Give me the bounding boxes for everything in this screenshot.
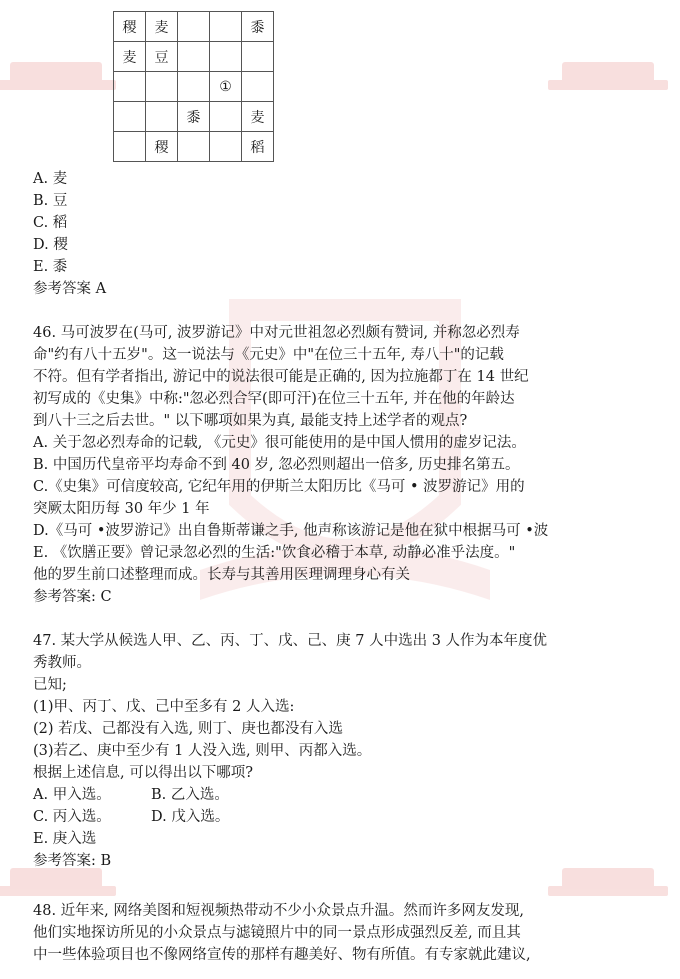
answer: 参考答案: B [33,853,112,869]
condition-line: (3)若乙、庚中至少有 1 人没入选, 则甲、丙都入选。 [33,743,372,759]
grid-cell: 稷 [114,12,146,42]
condition-line: (1)甲、丙丁、戊、己中至多有 2 人入选: [33,699,295,715]
puzzle-grid [113,11,274,162]
option-d: D. 戊入选。 [151,809,230,825]
grid-cell [210,12,242,42]
question-46 [33,322,663,608]
option-line: 他的罗生前口述整理而成。长寿与其善用医理调理身心有关 [33,567,410,583]
option-line: E. 《饮膳正要》曾记录忽必烈的生活:"饮食必稽于本草, 动静必准乎法度。" [33,545,516,561]
grid-cell: 稻 [242,132,274,162]
stem-line: 秀教师。 [33,655,91,671]
condition-line: (2) 若戊、己都没有入选, 则丁、庚也都没有入选 [33,721,343,737]
stem-line: 已知; [33,677,67,693]
stem-line: 不符。但有学者指出, 游记中的说法很可能是正确的, 因为拉施都丁在 14 世纪 [33,369,529,385]
option-b: B. 乙入选。 [151,787,229,803]
question-45-options [33,168,663,300]
grid-row [114,102,274,132]
grid-cell [210,132,242,162]
question-48 [33,900,663,966]
grid-row [114,12,274,42]
stem-line: 中一些体验项目也不像网络宣传的那样有趣美好、物有所值。有专家就此建议, [33,947,531,963]
grid-cell [178,12,210,42]
grid-row [114,72,274,102]
stem-line: 初写成的《史集》中称:"忽必烈合罕(即可汗)在位三十五年, 并在他的年龄达 [33,391,515,407]
grid-cell: ① [210,72,242,102]
grid-cell: 麦 [146,12,178,42]
answer: 参考答案: C [33,589,112,605]
grid-cell [114,132,146,162]
grid-cell [114,102,146,132]
watermark-left-bottom [10,868,116,896]
grid-cell: 豆 [146,42,178,72]
option-b: B. 豆 [33,193,68,209]
grid-cell: 麦 [114,42,146,72]
option-a: A. 麦 [33,171,68,187]
stem-line: 根据上述信息, 可以得出以下哪项? [33,765,253,781]
stem-line: 命"约有八十五岁"。这一说法与《元史》中"在位三十五年, 寿八十"的记载 [33,347,504,363]
watermark-left-top [10,62,116,90]
option-line: B. 中国历代皇帝平均寿命不到 40 岁, 忽必烈则超出一倍多, 历史排名第五。 [33,457,520,473]
grid-cell: 黍 [178,102,210,132]
grid-cell [146,72,178,102]
grid-cell: 稷 [146,132,178,162]
option-d: D. 稷 [33,237,68,253]
grid-cell [178,72,210,102]
watermark-right-bottom [562,868,668,896]
stem-line: 47. 某大学从候选人甲、乙、丙、丁、戊、己、庚 7 人中选出 3 人作为本年度优 [33,633,548,649]
grid-row [114,42,274,72]
stem-line: 48. 近年来, 网络美图和短视频热带动不少小众景点升温。然而许多网友发现, [33,903,524,919]
grid-cell [210,102,242,132]
grid-cell [178,132,210,162]
stem-line: 他们实地探访所见的小众景点与滤镜照片中的同一景点形成强烈反差, 而且其 [33,925,521,941]
option-a: A. 甲入选。 [33,787,111,803]
grid-cell [242,42,274,72]
watermark-right-top [562,62,668,90]
grid-cell: 麦 [242,102,274,132]
option-c: C. 稻 [33,215,68,231]
grid-cell [178,42,210,72]
option-e: E. 庚入选 [33,831,97,847]
grid-cell [114,72,146,102]
option-c: C. 丙入选。 [33,809,111,825]
option-row [33,806,663,828]
question-47 [33,630,663,872]
grid-cell [242,72,274,102]
stem-line: 到八十三之后去世。" 以下哪项如果为真, 最能支持上述学者的观点? [33,413,468,429]
grid-row [114,132,274,162]
grid-cell [146,102,178,132]
option-line: C.《史集》可信度较高, 它纪年用的伊斯兰太阳历比《马可 • 波罗游记》用的 [33,479,525,495]
answer: 参考答案 A [33,281,107,297]
option-e: E. 黍 [33,259,68,275]
option-row [33,784,663,806]
grid-cell: 黍 [242,12,274,42]
option-line: A. 关于忽必烈寿命的记载, 《元史》很可能使用的是中国人惯用的虚岁记法。 [33,435,526,451]
stem-line: 46. 马可波罗在(马可, 波罗游记》中对元世祖忽必烈颇有赞词, 并称忽必烈寿 [33,325,520,341]
grid-cell [210,42,242,72]
option-line: D.《马可 •波罗游记》出自鲁斯蒂谦之手, 他声称该游记是他在狱中根据马可 •波 [33,523,549,539]
option-line: 突厥太阳历每 30 年少 1 年 [33,501,210,517]
